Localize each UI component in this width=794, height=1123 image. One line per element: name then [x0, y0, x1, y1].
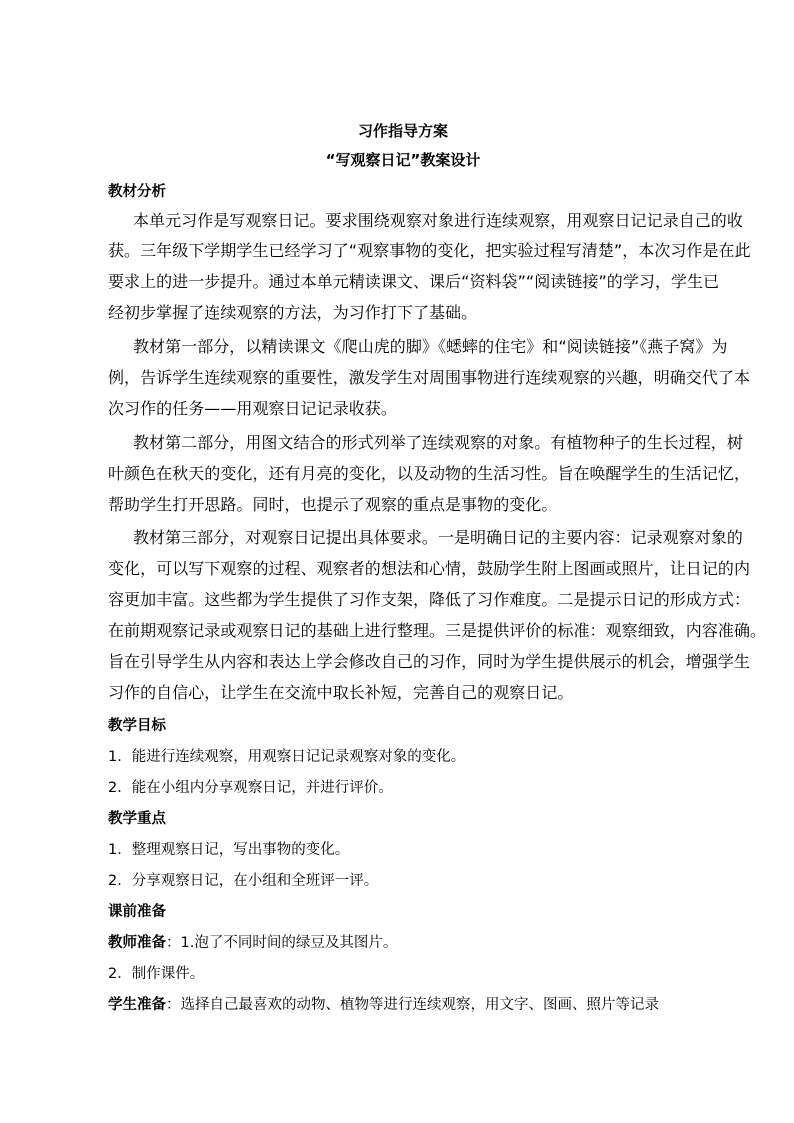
paragraph-line: 要求上的进一步提升。通过本单元精读课文、课后“资料袋”“阅读链接”的学习，学生已	[108, 272, 720, 291]
paragraph-line: 习作的自信心，让学生在交流中取长补短，完善自己的观察日记。	[108, 683, 574, 702]
paragraph-line: 在前期观察记录或观察日记的基础上进行整理。三是提供评价的标准：观察细致，内容准确。	[108, 621, 767, 640]
paragraph-line: 变化，可以写下观察的过程、观察者的想法和心情，鼓励学生附上图画或照片，让日记的内	[108, 559, 751, 578]
section-heading-prep: 课前准备	[108, 904, 166, 920]
list-item: 2．能在小组内分享观察日记，并进行评价。	[108, 780, 393, 796]
paragraph-line: 例，告诉学生连续观察的重要性，激发学生对周围事物进行连续观察的兴趣，明确交代了本	[108, 368, 751, 387]
section-heading-focus: 教学重点	[108, 811, 166, 827]
paragraph-line: 容更加丰富。这些都为学生提供了习作支架，降低了习作难度。二是提示日记的形成方式：	[108, 590, 751, 609]
teacher-prep-text: ：1.泡了不同时间的绿豆及其图片。	[166, 935, 398, 951]
paragraph-line: 经初步掌握了连续观察的方法，为习作打下了基础。	[108, 303, 478, 322]
student-prep-label: 学生准备	[108, 997, 166, 1013]
paragraph-line: 本单元习作是写观察日记。要求围绕观察对象进行连续观察，用观察日记记录自己的收	[133, 211, 743, 230]
paragraph-line: 教材第二部分，用图文结合的形式列举了连续观察的对象。有植物种子的生长过程，树	[133, 433, 743, 452]
paragraph-line: 旨在引导学生从内容和表达上学会修改自己的习作，同时为学生提供展示的机会，增强学生	[108, 652, 751, 671]
section-heading-goals: 教学目标	[108, 718, 166, 734]
paragraph-line: 教材第一部分，以精读课文《爬山虎的脚》《蟋蟀的住宅》和“阅读链接”《燕子窝》为	[133, 337, 728, 356]
teacher-prep-line	[108, 933, 397, 953]
paragraph-line: 次习作的任务——用观察日记记录收获。	[108, 399, 397, 418]
student-prep-text: ：选择自己最喜欢的动物、植物等进行连续观察，用文字、图画、照片等记录	[166, 997, 659, 1013]
student-prep-line	[108, 995, 659, 1015]
list-item: 2．分享观察日记，在小组和全班评一评。	[108, 873, 379, 889]
paragraph-line: 获。三年级下学期学生已经学习了“观察事物的变化，把实验过程写清楚”，本次习作是在此	[108, 241, 751, 260]
list-item: 2．制作课件。	[108, 966, 205, 982]
teacher-prep-label: 教师准备	[108, 935, 166, 951]
paragraph-line: 叶颜色在秋天的变化，还有月亮的变化，以及动物的生活习性。旨在唤醒学生的生活记忆，	[108, 464, 751, 483]
document-title: 习作指导方案	[357, 122, 448, 140]
section-heading-analysis: 教材分析	[108, 184, 166, 200]
paragraph-line: 教材第三部分，对观察日记提出具体要求。一是明确日记的主要内容：记录观察对象的	[133, 528, 743, 547]
document-subtitle: “写观察日记”教案设计	[325, 151, 481, 169]
list-item: 1．整理观察日记，写出事物的变化。	[108, 842, 350, 858]
list-item: 1．能进行连续观察，用观察日记记录观察对象的变化。	[108, 749, 466, 765]
paragraph-line: 帮助学生打开思路。同时，也提示了观察的重点是事物的变化。	[108, 495, 558, 514]
